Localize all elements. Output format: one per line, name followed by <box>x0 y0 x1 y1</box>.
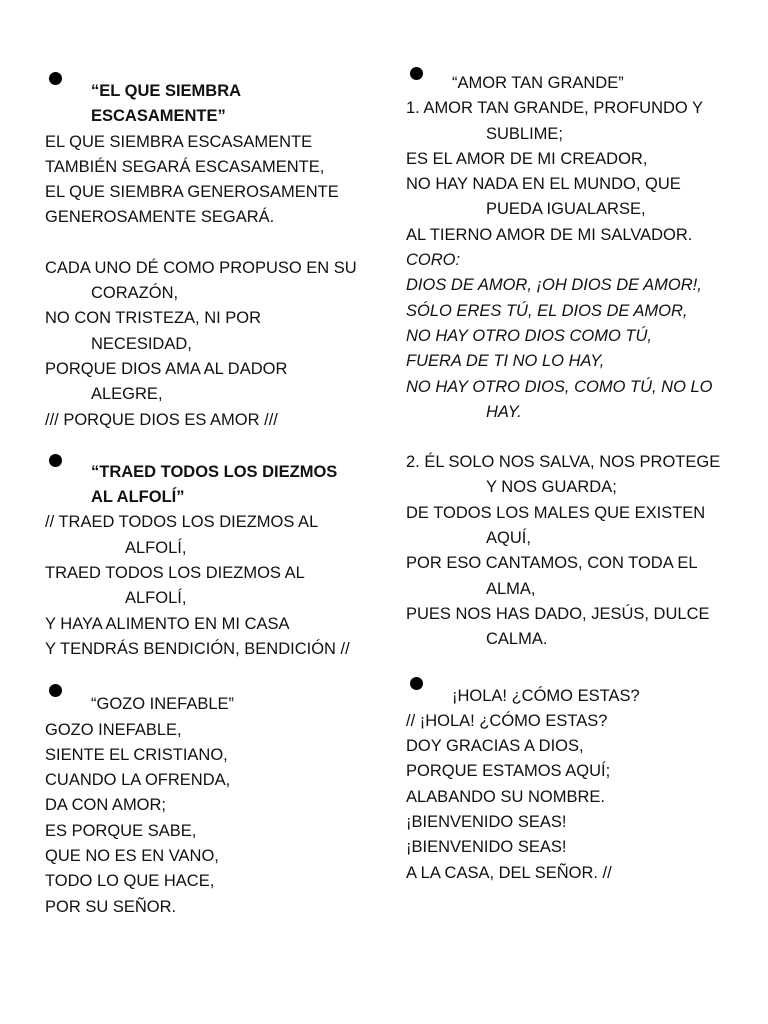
lyric-line: PUES NOS HAS DADO, JESÚS, DULCE CALMA. <box>406 604 710 649</box>
song-hola-como-estas <box>406 684 751 886</box>
lyric-line: 2. ÉL SOLO NOS SALVA, NOS PROTEGE Y NOS GUARDA; <box>406 453 721 497</box>
lyric-line: SIENTE EL CRISTIANO, <box>45 745 228 764</box>
song-traed-todos <box>45 460 390 662</box>
chorus-line: NO HAY OTRO DIOS COMO TÚ, <box>406 326 652 345</box>
chorus-line: FUERA DE TI NO LO HAY, <box>406 352 605 371</box>
lyric-line: ES PORQUE SABE, <box>45 821 197 840</box>
song-title: “AMOR TAN GRANDE” <box>452 74 624 92</box>
song-title-line1: “TRAED TODOS LOS DIEZMOS <box>91 462 338 481</box>
lyric-line: ¡BIENVENIDO SEAS! <box>406 838 567 857</box>
bullet-icon <box>49 72 62 85</box>
song-title-line2: ESCASAMENTE” <box>91 107 226 126</box>
lyric-line: ES EL AMOR DE MI CREADOR, <box>406 149 648 168</box>
song-title-line2: AL ALFOLÍ” <box>91 488 185 507</box>
lyric-line: 1. AMOR TAN GRANDE, PROFUNDO Y SUBLIME; <box>406 99 704 143</box>
lyric-line: Y TENDRÁS BENDICIÓN, BENDICIÓN // <box>45 639 350 658</box>
lyric-line: GENEROSAMENTE SEGARÁ. <box>45 208 275 227</box>
song-gozo-inefable <box>45 692 390 920</box>
lyric-line: POR SU SEÑOR. <box>45 897 177 916</box>
lyric-line: AL TIERNO AMOR DE MI SALVADOR. <box>406 225 693 244</box>
song-title: “GOZO INEFABLE” <box>91 695 235 714</box>
right-column <box>406 71 751 886</box>
lyric-line: // ¡HOLA! ¿CÓMO ESTAS? <box>406 711 608 730</box>
song-el-que-siembra <box>45 79 390 433</box>
lyric-line: EL QUE SIEMBRA GENEROSAMENTE <box>45 183 339 202</box>
song-amor-tan-grande <box>406 71 751 653</box>
left-column <box>45 79 390 920</box>
lyric-line: CADA UNO DÉ COMO PROPUSO EN SU CORAZÓN, <box>45 258 357 303</box>
lyric-line: GOZO INEFABLE, <box>45 720 182 739</box>
bullet-icon <box>410 677 423 690</box>
lyric-line: TRAED TODOS LOS DIEZMOS AL ALFOLÍ, <box>45 564 305 608</box>
lyric-line: ¡BIENVENIDO SEAS! <box>406 813 567 832</box>
chorus-line: SÓLO ERES TÚ, EL DIOS DE AMOR, <box>406 301 688 320</box>
lyric-line: EL QUE SIEMBRA ESCASAMENTE <box>45 132 313 151</box>
lyric-line: POR ESO CANTAMOS, CON TODA EL ALMA, <box>406 554 698 598</box>
lyric-line: Y HAYA ALIMENTO EN MI CASA <box>45 614 290 633</box>
bullet-icon <box>410 67 423 80</box>
lyric-line: TAMBIÉN SEGARÁ ESCASAMENTE, <box>45 157 325 176</box>
lyric-line: DE TODOS LOS MALES QUE EXISTEN AQUÍ, <box>406 503 706 548</box>
lyric-line: TODO LO QUE HACE, <box>45 872 215 891</box>
song-title: ¡HOLA! ¿CÓMO ESTAS? <box>452 686 640 705</box>
chorus-line: DIOS DE AMOR, ¡OH DIOS DE AMOR!, <box>406 276 702 295</box>
lyric-line: PORQUE DIOS AMA AL DADOR ALEGRE, <box>45 359 288 404</box>
bullet-icon <box>49 454 62 467</box>
lyric-line: CUANDO LA OFRENDA, <box>45 771 231 790</box>
lyric-line: QUE NO ES EN VANO, <box>45 847 219 866</box>
lyric-line: NO CON TRISTEZA, NI POR NECESIDAD, <box>45 309 262 353</box>
lyric-line: NO HAY NADA EN EL MUNDO, QUE PUEDA IGUALARSE, <box>406 175 681 219</box>
lyric-line: A LA CASA, DEL SEÑOR. // <box>406 863 612 882</box>
lyric-line: ALABANDO SU NOMBRE. <box>406 787 605 806</box>
lyric-line: DA CON AMOR; <box>45 796 167 815</box>
lyric-line: PORQUE ESTAMOS AQUÍ; <box>406 762 611 781</box>
lyric-line: /// PORQUE DIOS ES AMOR /// <box>45 410 278 429</box>
song-title-line1: “EL QUE SIEMBRA <box>91 82 242 100</box>
chorus-line: NO HAY OTRO DIOS, COMO TÚ, NO LO HAY. <box>406 377 713 421</box>
lyric-line: // TRAED TODOS LOS DIEZMOS AL ALFOLÍ, <box>45 513 319 557</box>
chorus-label: CORO: <box>406 251 461 270</box>
lyric-line: DOY GRACIAS A DIOS, <box>406 737 584 756</box>
